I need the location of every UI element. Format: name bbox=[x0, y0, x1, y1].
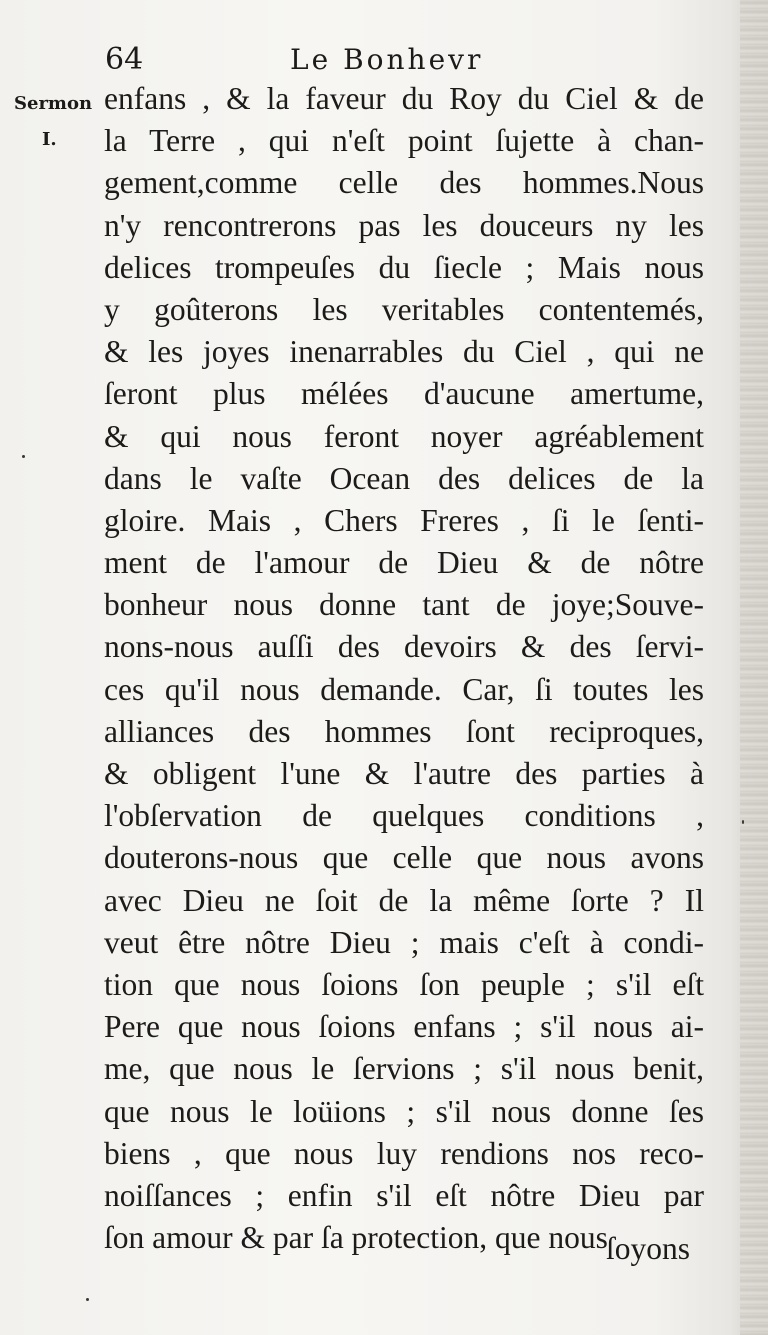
text-line: avec Dieu ne ſoit de la même ſorte ? Il bbox=[104, 882, 704, 918]
text-line: douterons-nous que celle que nous avons bbox=[104, 840, 704, 876]
text-line: nons-nous auſſi des devoirs & des ſervi- bbox=[104, 629, 704, 665]
text-line: ces qu'il nous demande. Car, ſi toutes les bbox=[104, 671, 704, 707]
text-line: gloire. Mais , Chers Freres , ſi le ſenti- bbox=[104, 502, 704, 538]
text-line: ment de l'amour de Dieu & de nôtre bbox=[104, 545, 704, 581]
text-line: ſeront plus mélées d'aucune amertume, bbox=[104, 376, 704, 412]
text-line: Pere que nous ſoions enfans ; s'il nous ai- bbox=[104, 1009, 704, 1045]
body-text bbox=[104, 78, 704, 1259]
text-line: veut être nôtre Dieu ; mais c'eſt à condi- bbox=[104, 924, 704, 960]
text-line: bonheur nous donne tant de joye;Souve- bbox=[104, 587, 704, 623]
page-header bbox=[105, 40, 665, 80]
text-line: dans le vaſte Ocean des delices de la bbox=[104, 460, 704, 496]
text-line: la Terre , qui n'eſt point ſujette à chan- bbox=[104, 123, 704, 159]
text-line: l'obſervation de quelques conditions , bbox=[104, 798, 704, 834]
text-line: & les joyes inenarrables du Ciel , qui ne bbox=[104, 334, 704, 370]
text-line: noiſſances ; enfin s'il eſt nôtre Dieu par bbox=[104, 1177, 704, 1213]
text-line: enfans , & la faveur du Roy du Ciel & de bbox=[104, 81, 704, 116]
text-line: gement,comme celle des hommes.Nous bbox=[104, 165, 704, 201]
print-speck bbox=[22, 455, 25, 458]
text-line: y goûterons les veritables contentemés, bbox=[104, 291, 704, 327]
text-line: tion que nous ſoions ſon peuple ; s'il eſt bbox=[104, 966, 704, 1002]
text-line: delices trompeuſes du ſiecle ; Mais nous bbox=[104, 249, 704, 285]
page-number: 64 bbox=[105, 42, 144, 77]
text-line: alliances des hommes ſont reciproques, bbox=[104, 713, 704, 749]
margin-note-label: Sermon bbox=[14, 93, 93, 114]
text-line: & qui nous feront noyer agréablement bbox=[104, 418, 704, 454]
text-line: n'y rencontrerons pas les douceurs ny les bbox=[104, 207, 704, 243]
text-line: biens , que nous luy rendions nos reco- bbox=[104, 1135, 704, 1171]
text-line: me, que nous le ſervions ; s'il nous benit, bbox=[104, 1051, 704, 1087]
page-gutter-shadow bbox=[740, 0, 768, 1335]
text-line: & obligent l'une & l'autre des parties à bbox=[104, 756, 704, 791]
running-title: Le Bonhevr bbox=[290, 43, 484, 76]
text-line: que nous le loüions ; s'il nous donne ſes bbox=[104, 1093, 704, 1129]
margin-note bbox=[14, 86, 104, 158]
margin-note-number: I. bbox=[42, 129, 57, 150]
print-speck bbox=[86, 1298, 89, 1301]
catchword: ſoyons bbox=[605, 1231, 690, 1266]
text-line: ſon amour & par ſa protection, que nous bbox=[104, 1220, 608, 1256]
print-speck bbox=[742, 820, 744, 824]
